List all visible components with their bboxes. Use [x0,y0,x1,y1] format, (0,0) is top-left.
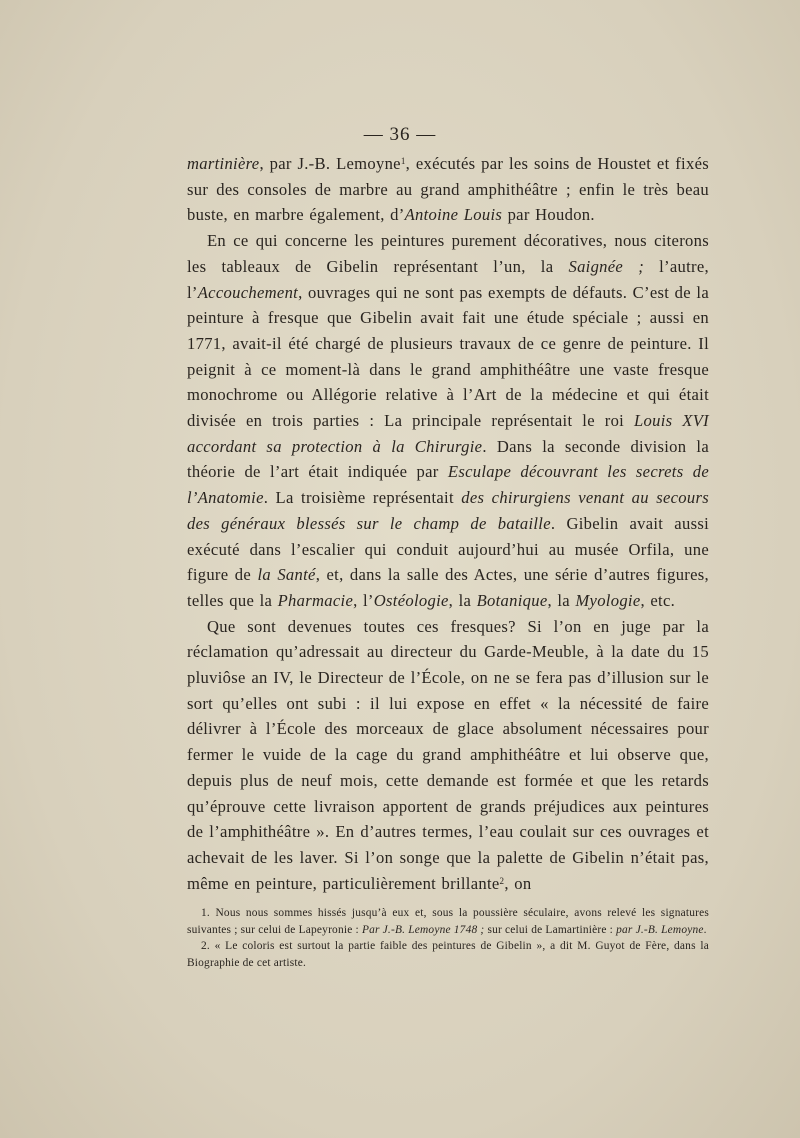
text-run: , par J.-B. Lemoyne [259,154,401,173]
italic-text: martinière [187,154,260,173]
italic-text: Botanique [476,590,548,610]
text-run: par Houdon. [502,205,595,225]
text-run: En ce qui concerne les peintures purement décoratives, nous citerons les tableaux de Gibelin représentant l’un, la [187,231,709,276]
paragraph [187,151,709,228]
italic-text: Esculape découvrant les secrets de l’Anatomie [187,462,710,508]
text-run: , exécutés par les soins de Houstet et fixés sur des consoles de marbre au grand amphithéâtre ; enfin le très beau buste, en marbre également, d’ [187,154,709,225]
text-run: . [703,923,707,936]
text-run: , ouvrages qui ne sont pas exempts de défauts. C’est de la peinture à fresque que Gibelin avait fait une étude spéciale ; aussi en 1771, avait-il été chargé de plusieurs travaux de ce genre de peinture. Il peignit à ce moment-là dans le grand amphithéâtre une vaste fresque monochrome ou Allégorie relative à l’Art de la médecine et qui était divisée en trois parties : La principale représentait le roi [187,282,709,431]
italic-text: Pharmacie [277,590,354,610]
text-run: , la [448,590,477,610]
italic-text: la Santé [257,565,316,585]
italic-text: Antoine Louis [404,205,503,225]
italic-text: Par J.-B. Lemoyne 1748 ; [361,923,485,936]
text-run: Que sont devenues toutes ces fresques? Si l’on en juge par la réclamation qu’adressait au directeur du Garde-Meuble, à la date du 15 pluviôse an IV, le Directeur de l’École, on ne se fera pas d’illusion sur le sort qu’elles ont subi : il lui expose en effet « la nécessité de faire délivrer à l’École des morceaux de glace absolument nécessaires pour fermer le vuide de la cage du grand amphithéâtre et lui observe que, depuis plus de neuf mois, cette demande est formée et que les retards qu’éprouve cette livraison apportent de grands préjudices aux peintures de l’amphithéâtre ». En d’autres termes, l’eau coulait sur ces ouvrages et achevait de les laver. Si l’on songe que la palette de Gibelin n’était pas, même en peinture, particulièrement brillante [187,616,709,893]
italic-text: par J.-B. Lemoyne [616,923,704,936]
text-run: , on [504,873,532,893]
text-run: . La troisième représentait [263,488,462,508]
footnotes [187,905,709,971]
italic-text: Saignée ; [568,256,645,276]
italic-text: des chirurgiens venant au secours des généraux blessés sur le champ de bataille [187,488,709,533]
italic-text: Accouchement [197,282,299,302]
italic-text: Ostéologie [373,590,449,610]
paragraph [187,614,709,897]
footnote-marker: 2 [499,875,505,886]
paragraph [187,228,709,614]
footnote [187,905,709,938]
text-run: sur celui de Lamartinière : [484,923,617,936]
footnote-marker: 1 [400,156,406,166]
text-run: , etc. [640,590,676,610]
text-run: , l’ [353,590,374,610]
text-run: . Dans la seconde division la théorie de l’art était indiquée par [187,436,709,482]
italic-text: Myologie [575,590,641,610]
page-number: — 36 — [363,124,437,145]
text-run: 2. « Le coloris est surtout la partie faible des peintures de Gibelin », a dit M. Guyot de Fère, dans la Biographie de cet artiste. [187,940,709,969]
text-run: l’autre, l’ [187,256,709,302]
text-run: , et, dans la salle des Actes, une série d’autres figures, telles que la [187,565,709,610]
text-run: . Gibelin avait aussi exécuté dans l’escalier qui conduit aujourd’hui au musée Orfila, une figure de [187,513,709,585]
text-run: 1. Nous nous sommes hissés jusqu’à eux et, sous la poussière séculaire, avons relevé les signatures suivantes ; sur celui de Lapeyronie : [187,907,709,936]
text-run: , la [547,590,576,610]
footnote [187,938,709,971]
italic-text: Louis XVI accordant sa protection à la Chirurgie [187,411,709,456]
body-text [187,151,709,896]
